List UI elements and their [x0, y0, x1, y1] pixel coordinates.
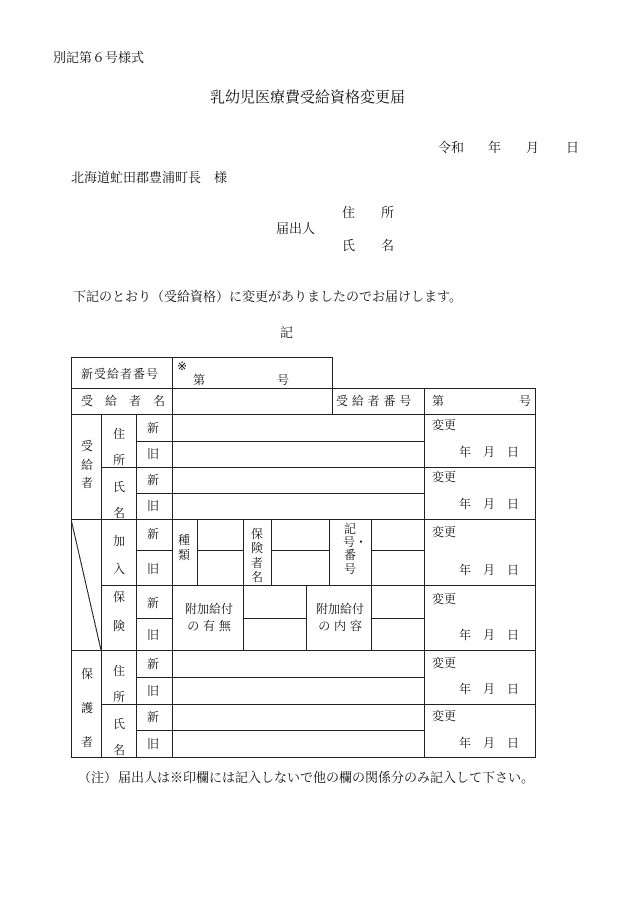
- recipient-address-date: 年 月 日: [459, 445, 520, 459]
- date-month: 月: [526, 141, 540, 156]
- recipient-name-old: 旧: [147, 499, 160, 513]
- insurance-old-1: 旧: [147, 562, 160, 576]
- insurance-label: 加入保険: [112, 534, 125, 633]
- recipient-name-date: 年 月 日: [459, 497, 520, 511]
- fuka-naiyou-label: [316, 601, 364, 636]
- fuka-umu-label: [185, 601, 233, 636]
- date-year: 年: [488, 141, 502, 156]
- guardian-group-label: 保護者: [80, 667, 93, 750]
- recipient-address-new: 新: [147, 421, 160, 435]
- statement: 下記のとおり（受給資格）に変更がありましたのでお届けします。: [73, 290, 462, 305]
- form-number: 別記第６号様式: [53, 51, 145, 66]
- fuka-umu-line2: の 有 無: [187, 619, 231, 634]
- form-title: 乳幼児医療費受給資格変更届: [210, 88, 406, 106]
- applicant-name-label: 氏 名: [342, 239, 395, 254]
- recipient-name-row-label: 氏名: [112, 480, 125, 521]
- dai-label: 第: [193, 373, 206, 387]
- applicant-address-label: 住 所: [342, 206, 395, 221]
- guardian-address-label: 住所: [112, 664, 125, 705]
- recipient-address-label: 住所: [112, 427, 125, 468]
- guardian-address-change: 変更: [432, 656, 457, 670]
- note-label: （注）: [78, 771, 118, 786]
- fuka-naiyou-line1: 附加給付: [316, 602, 365, 616]
- insurance-change-2: 変更: [432, 592, 457, 606]
- guardian-name-date: 年 月 日: [459, 736, 520, 750]
- guardian-address-date: 年 月 日: [459, 682, 520, 696]
- recipient-name-new: 新: [147, 473, 160, 487]
- recipient-name-change: 変更: [432, 470, 457, 484]
- change-table: [71, 357, 536, 758]
- recipient-address-old: 旧: [147, 447, 160, 461]
- guardian-name-label: 氏名: [112, 717, 125, 758]
- insurance-new-1: 新: [147, 527, 160, 541]
- kome-mark: ※: [177, 359, 188, 373]
- new-recipient-number-label: 新受給者番号: [81, 367, 160, 381]
- insurance-change-1: 変更: [432, 525, 457, 539]
- go-label-2: 号: [519, 394, 532, 408]
- applicant-label: 届出人: [276, 222, 316, 237]
- insurance-date-2: 年 月 日: [459, 628, 520, 642]
- kigou-bangou-label: 記号・番号: [343, 522, 368, 576]
- insurance-new-2: 新: [147, 596, 160, 610]
- go-label: 号: [277, 373, 290, 387]
- addressee: 北海道虻田郡豊浦町長 様: [71, 171, 228, 186]
- insurer-name-label: 保険者名: [250, 527, 263, 585]
- date-era: 令和: [438, 141, 465, 156]
- insurance-old-2: 旧: [147, 628, 160, 642]
- recipient-name-label: 受 給 者 名: [81, 394, 166, 408]
- fuka-naiyou-line2: の 内 容: [318, 619, 362, 634]
- fuka-umu-line1: 附加給付: [185, 602, 234, 616]
- recipient-group-label: 受給者: [80, 439, 93, 491]
- insurance-date-1: 年 月 日: [459, 563, 520, 577]
- note-text: 届出人は※印欄には記入しないで他の欄の関係分のみ記入して下さい。: [118, 771, 535, 786]
- table-grid: [71, 357, 536, 758]
- guardian-address-new: 新: [147, 657, 160, 671]
- recipient-number-label: 受 給 者 番 号: [336, 394, 412, 408]
- kind-label: 種類: [177, 533, 190, 562]
- guardian-name-new: 新: [147, 710, 160, 724]
- recipient-address-change: 変更: [432, 418, 457, 432]
- ki-label: 記: [280, 326, 294, 341]
- date-day: 日: [566, 141, 580, 156]
- guardian-name-old: 旧: [147, 737, 160, 751]
- guardian-address-old: 旧: [147, 684, 160, 698]
- guardian-name-change: 変更: [432, 709, 457, 723]
- dai-label-2: 第: [432, 394, 445, 408]
